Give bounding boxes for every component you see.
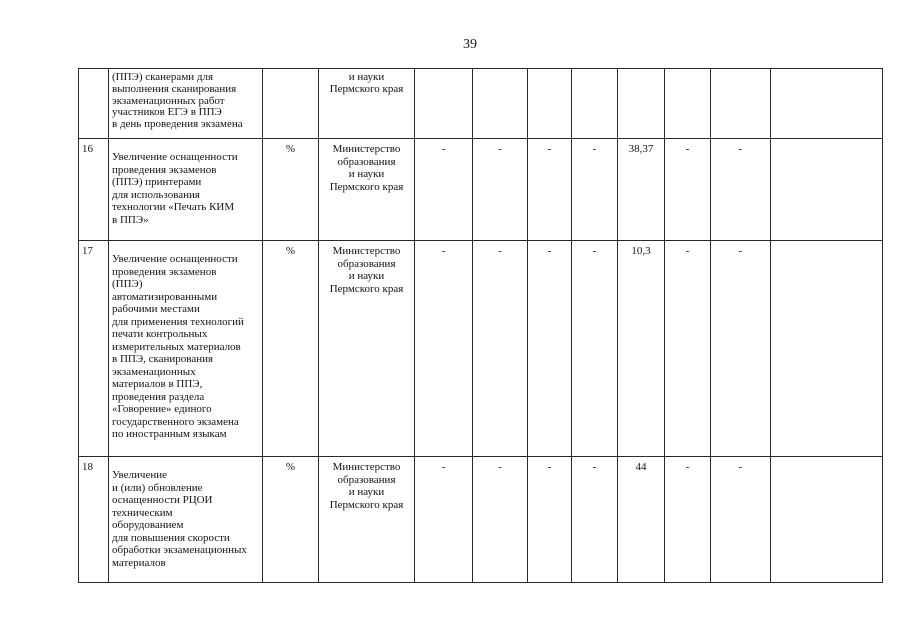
cell-number: 16 <box>79 139 109 241</box>
cell-unit: % <box>263 139 319 241</box>
cell-value: - <box>528 241 572 457</box>
cell-number: 18 <box>79 457 109 583</box>
cell-number <box>79 69 109 139</box>
table-row <box>79 69 883 139</box>
cell-value: - <box>415 139 473 241</box>
cell-notes <box>771 69 883 139</box>
cell-value <box>473 69 528 139</box>
cell-unit: % <box>263 457 319 583</box>
cell-value: - <box>665 241 711 457</box>
cell-value: - <box>415 241 473 457</box>
cell-notes <box>771 457 883 583</box>
cell-value: - <box>528 457 572 583</box>
cell-description: (ППЭ) сканерами для выполнения сканирования экзаменационных работ участников ЕГЭ в ППЭ в день проведения экзамена <box>109 69 263 139</box>
cell-notes <box>771 241 883 457</box>
cell-description: Увеличение оснащенности проведения экзаменов (ППЭ) принтерами для использования технологии «Печать КИМ в ППЭ» <box>109 139 263 241</box>
cell-value: 10,3 <box>618 241 665 457</box>
cell-description: Увеличение и (или) обновление оснащенности РЦОИ техническим оборудованием для повышения скорости обработки экзаменационных материалов <box>109 457 263 583</box>
cell-value: - <box>572 457 618 583</box>
cell-value: 38,37 <box>618 139 665 241</box>
cell-value <box>665 69 711 139</box>
cell-unit <box>263 69 319 139</box>
cell-value: - <box>711 457 771 583</box>
cell-value: - <box>572 241 618 457</box>
table-row <box>79 457 883 583</box>
cell-value: - <box>528 139 572 241</box>
table-row <box>79 241 883 457</box>
cell-value <box>528 69 572 139</box>
cell-value: - <box>572 139 618 241</box>
page-number: 39 <box>463 37 477 52</box>
table-row <box>79 139 883 241</box>
cell-responsible: Министерство образования и науки Пермского края <box>319 139 415 241</box>
cell-value: - <box>665 457 711 583</box>
cell-value <box>415 69 473 139</box>
cell-value: - <box>665 139 711 241</box>
cell-value: - <box>473 241 528 457</box>
cell-unit: % <box>263 241 319 457</box>
cell-value: 44 <box>618 457 665 583</box>
cell-value: - <box>711 139 771 241</box>
cell-value: - <box>415 457 473 583</box>
cell-value: - <box>473 457 528 583</box>
cell-number: 17 <box>79 241 109 457</box>
cell-value: - <box>473 139 528 241</box>
cell-value <box>711 69 771 139</box>
cell-value <box>572 69 618 139</box>
cell-value: - <box>711 241 771 457</box>
cell-notes <box>771 139 883 241</box>
cell-responsible: и науки Пермского края <box>319 69 415 139</box>
cell-responsible: Министерство образования и науки Пермского края <box>319 457 415 583</box>
cell-responsible: Министерство образования и науки Пермского края <box>319 241 415 457</box>
cell-description: Увеличение оснащенности проведения экзаменов (ППЭ) автоматизированными рабочими местами для применения технологий печати контрольных измерительных материалов в ППЭ, сканирования экзаменационных материалов в ППЭ, проведения раздела «Говорение» единого государственного экзамена по иностранным языкам <box>109 241 263 457</box>
cell-value <box>618 69 665 139</box>
indicators-table <box>78 68 883 583</box>
